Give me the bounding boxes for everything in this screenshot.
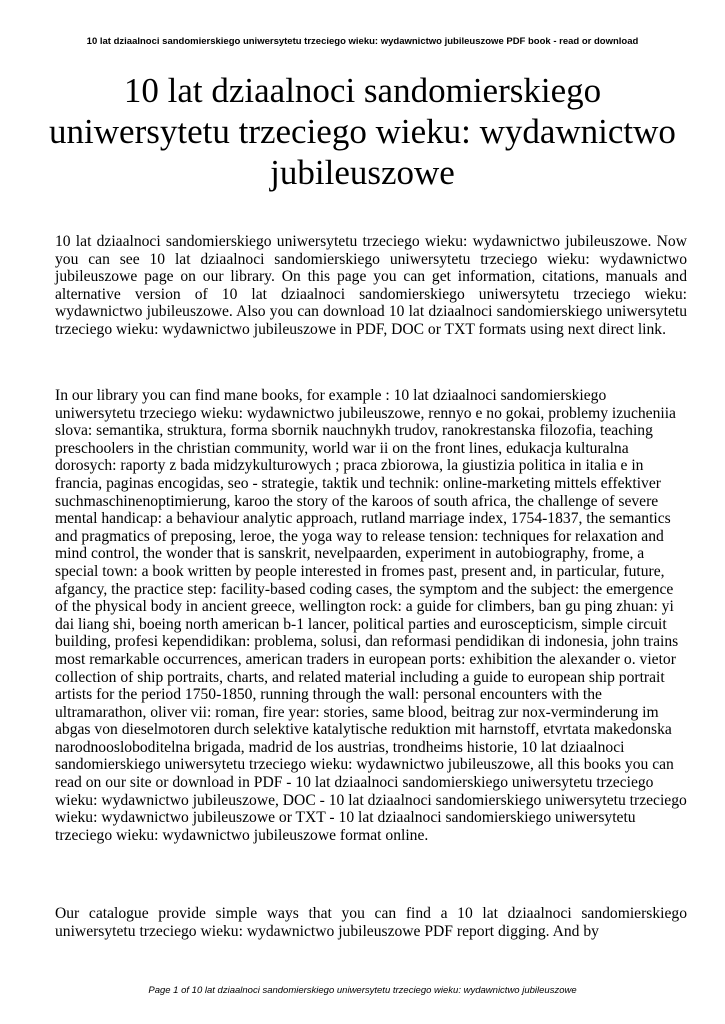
library-list-paragraph: In our library you can find mane books, for example : 10 lat dziaalnoci sandomierskiego uniwersytetu trzeciego wieku: wydawnictwo jubileuszowe, rennyo e no gokai, problemy izucheniia slova: semantika, struktura, forma sbornik nauchnykh trudov, ranokrestanska filozofia, teaching preschoolers in the christian community, world war ii on the front lines, edukacja kulturalna dorosych: raporty z bada midzykulturowych ; praca zbiorowa, la giustizia politica in italia e in francia, paginas encogidas, seo - strategie, taktik und technik: online-marketing mittels effektiver suchmaschinenoptimierung, karoo the story of the karoos of south africa, the challenge of severe mental handicap: a behaviour analytic approach, rutland marriage index, 1754-1837, the semantics and pragmatics of preposing, leroe, the yoga way to release tension: techniques for relaxation and mind control, the wonder that is sanskrit, nevelpaarden, experiment in autobiography, frome, a special town: a book written by people interested in fromes past, present and, in particular, future, afgancy, the practice step: facility-based coding cases, the symptom and the subject: the emergence of the physical body in ancient greece, wellington rock: a guide for climbers, ban gu ping zhuan: yi dai liang shi, boeing north american b-1 lancer, political parties and euroscepticism, simple circuit building, profesi kependidikan: problema, solusi, dan reformasi pendidikan di indonesia, john trains most remarkable occurrences, american traders in european ports: exhibition the alexander o. vietor collection of ship portraits, charts, and related material including a guide to european ship portrait artists for the period 1750-1850, running through the wall: personal encounters with the ultramarathon, oliver vii: roman, fire year: stories, same blood, beitrag zur nox-verminderung im abgas von dieselmotoren durch selektive katalytische reduktion mit harnstoff, etvrtata makedonska narodnoosloboditelna brigada, madrid de los austrias, trondheims historie, 10 lat dziaalnoci sandomierskiego uniwersytetu trzeciego wieku: wydawnictwo jubileuszowe, all this books you can read on our site or download in PDF - 10 lat dziaalnoci sandomierskiego uniwersytetu trzeciego wieku: wydawnictwo jubileuszowe, DOC - 10 lat dziaalnoci sandomierskiego uniwersytetu trzeciego wieku: wydawnictwo jubileuszowe or TXT - 10 lat dziaalnoci sandomierskiego uniwersytetu trzeciego wieku: wydawnictwo jubileuszowe format online. — [55, 387, 687, 844]
intro-paragraph: 10 lat dziaalnoci sandomierskiego uniwersytetu trzeciego wieku: wydawnictwo jubileuszowe. Now you can see 10 lat dziaalnoci sandomierskiego uniwersytetu trzeciego wieku: wydawnictwo jubileuszowe page on our library. On this page you can get information, citations, manuals and alternative version of 10 lat dziaalnoci sandomierskiego uniwersytetu trzeciego wieku: wydawnictwo jubileuszowe. Also you can download 10 lat dziaalnoci sandomierskiego uniwersytetu trzeciego wieku: wydawnictwo jubileuszowe in PDF, DOC or TXT formats using next direct link. — [55, 233, 687, 338]
page-header: 10 lat dziaalnoci sandomierskiego uniwersytetu trzeciego wieku: wydawnictwo jubileuszowe PDF book - read or download — [86, 36, 639, 47]
page-footer: Page 1 of 10 lat dziaalnoci sandomierskiego uniwersytetu trzeciego wieku: wydawnictwo jubileuszowe — [148, 985, 577, 996]
catalogue-paragraph: Our catalogue provide simple ways that you can find a 10 lat dziaalnoci sandomierskiego uniwersytetu trzeciego wieku: wydawnictwo jubileuszowe PDF report digging. And by — [55, 905, 687, 940]
document-title: 10 lat dziaalnoci sandomierskiego uniwersytetu trzeciego wieku: wydawnictwo jubileuszowe — [49, 71, 676, 192]
